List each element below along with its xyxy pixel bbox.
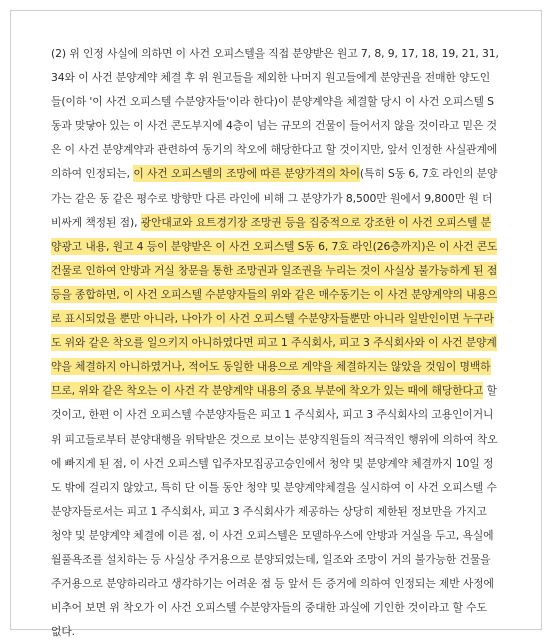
body-text: (특히 S동 6, 7호 라인의 분양 — [359, 167, 498, 181]
text-line — [51, 524, 539, 548]
text-line — [51, 138, 539, 162]
text-line — [51, 572, 539, 596]
document-frame — [10, 10, 542, 639]
highlighted-text: 건물로 인하여 안방과 거실 창문을 통한 조망권과 일조권을 누리는 것이 사실상 불가능하게 된 점 — [51, 263, 498, 277]
body-text: 동과 맞닿아 있는 이 사건 콘도부지에 4층이 넘는 규모의 건물이 들어서지 않을 것이라고 믿은 것 — [51, 119, 497, 133]
highlighted-text: 로 표시되었을 뿐만 아니라, 나아가 이 사건 오피스텔 수분양자들뿐만 아니라 일반인이면 누구라 — [51, 312, 494, 326]
body-text: 가는 같은 동 같은 평수로 방향만 다른 라인에 비해 그 분양가가 8,500만 원에서 9,800만 원 더 — [51, 191, 493, 205]
body-text: 비싸게 책정된 점), — [51, 215, 141, 229]
body-text: 것이고, 한편 이 사건 오피스텔 수분양자들은 피고 1 주식회사, 피고 3 주식회사의 고용인이거니 — [51, 408, 494, 422]
body-text: 없다. — [51, 625, 75, 639]
text-line — [51, 620, 539, 644]
text-line — [51, 355, 539, 379]
body-text: 비추어 보면 위 착오가 이 사건 오피스텔 수분양자들의 중대한 과실에 기인한 것이라고 할 수도 — [51, 601, 487, 615]
text-line — [51, 66, 539, 90]
body-text: 34와 이 사건 분양계약 체결 후 위 원고들을 제외한 나머지 원고들에게 분양권을 전매한 양도인 — [51, 71, 491, 85]
text-line — [51, 379, 539, 403]
body-text: 은 이 사건 분양계약과 관련하여 동기의 착오에 해당한다고 할 것이지만, 앞서 인정한 사실관계에 — [51, 143, 498, 157]
text-line — [51, 162, 539, 186]
text-line — [51, 548, 539, 572]
body-text: (2) 위 인정 사실에 의하면 이 사건 오피스텔을 직접 분양받은 원고 7, 8, 9, 17, 18, 19, 21, 31, — [51, 47, 499, 60]
text-line — [51, 114, 539, 138]
text-line — [51, 187, 539, 211]
highlighted-text: 므로, 위와 같은 착오는 이 사건 각 분양계약 내용의 중요 부분에 착오가 있는 때에 해당한다고 — [51, 384, 484, 398]
text-line — [51, 211, 539, 235]
paragraph-2 — [51, 42, 539, 644]
highlighted-text: 등을 종합하면, 이 사건 오피스텔 수분양자들의 위와 같은 매수동기는 이 사건 분양계약의 내용으 — [51, 287, 498, 301]
text-line — [51, 90, 539, 114]
text-line — [51, 42, 539, 66]
text-line — [51, 452, 539, 476]
text-line — [51, 235, 539, 259]
highlighted-text: 도 위와 같은 착오를 일으키지 아니하였다면 피고 1 주식회사, 피고 3 주식회사와 이 사건 분양계 — [51, 336, 497, 350]
body-text: 주거용으로 분양하리라고 생각하기는 어려운 점 등 앞서 든 증거에 의하여 인정되는 제반 사정에 — [51, 577, 494, 591]
body-text: 도 밖에 걸리지 않았고, 특히 단 이틀 동안 청약 및 분양계약체결을 실시하여 이 사건 오피스텔 수 — [51, 480, 497, 494]
highlighted-text: 양광고 내용, 원고 4 등이 분양받은 이 사건 오피스텔 S동 6, 7호 라인(26층까지)은 이 사건 콘도 — [51, 239, 498, 253]
body-text: 분양자들로서는 피고 1 주식회사, 피고 3 주식회사가 제공하는 상당히 제한된 정보만을 가지고 — [51, 504, 487, 518]
body-text: 에 빠지게 된 점, 이 사건 오피스텔 입주자모집공고승인에서 청약 및 분양계약 체결까지 10일 정 — [51, 456, 494, 470]
text-line — [51, 307, 539, 331]
text-line — [51, 259, 539, 283]
text-line — [51, 500, 539, 524]
body-text: 청약 및 분양계약 체결에 이른 점, 이 사건 오피스텔은 모델하우스에 안방과 거실을 두고, 욕실에 — [51, 528, 494, 542]
body-text: 위 피고들로부터 분양대행을 위탁받은 것으로 보이는 분양직원들의 적극적인 행위에 의하여 착오 — [51, 432, 498, 446]
text-line — [51, 476, 539, 500]
text-line — [51, 283, 539, 307]
body-text: 의하여 인정되는, — [51, 167, 134, 181]
body-text: 들(이하 '이 사건 오피스텔 수분양자들'이라 한다)이 분양계약을 체결할 당시 이 사건 오피스텔 S — [51, 95, 494, 109]
highlighted-text: 이 사건 오피스텔의 조망에 따른 분양가격의 차이 — [133, 167, 360, 181]
highlighted-text: 광안대교와 요트경기장 조망권 등을 집중적으로 강조한 이 사건 오피스텔 분 — [140, 215, 491, 229]
text-line — [51, 331, 539, 355]
text-line — [51, 596, 539, 620]
text-line — [51, 428, 539, 452]
text-line — [51, 403, 539, 427]
body-text: 할 — [483, 384, 497, 398]
highlighted-text: 약을 체결하지 아니하였거나, 적어도 동일한 내용으로 계약을 체결하지는 않았을 것임이 명백하 — [51, 360, 491, 374]
body-text: 월풀욕조를 설치하는 등 사실상 주거용으로 분양되었는데, 일조와 조망이 거의 불가능한 건물을 — [51, 552, 491, 566]
